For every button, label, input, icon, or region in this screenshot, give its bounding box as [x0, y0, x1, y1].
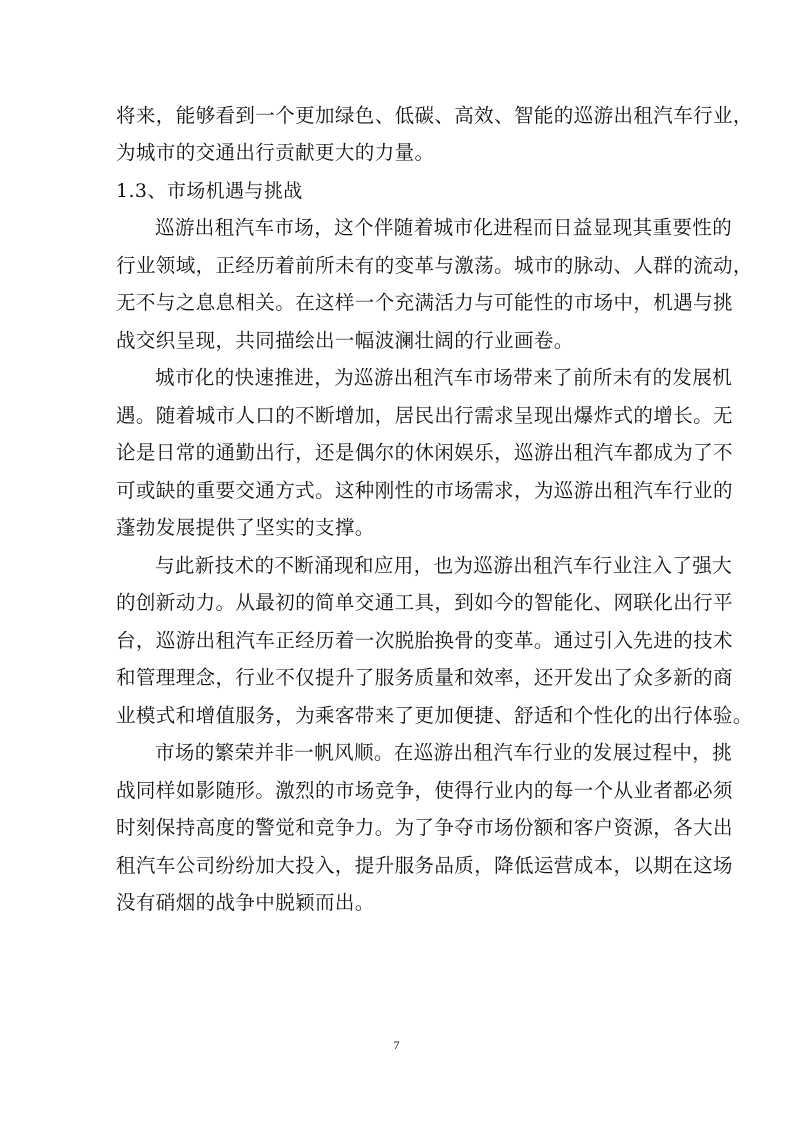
text-line: 遇。随着城市人口的不断增加，居民出行需求呈现出爆炸式的增长。无: [116, 404, 733, 427]
text-line: 业模式和增值服务，为乘客带来了更加便捷、舒适和个性化的出行体验。: [116, 704, 753, 727]
text-line: 将来，能够看到一个更加绿色、低碳、高效、智能的巡游出租汽车行业，: [116, 104, 753, 127]
text-line: 和管理理念，行业不仅提升了服务质量和效率，还开发出了众多新的商: [116, 666, 733, 689]
text-line: 时刻保持高度的警觉和竞争力。为了争夺市场份额和客户资源，各大出: [116, 816, 733, 839]
paragraph-first-line: 与此新技术的不断涌现和应用，也为巡游出租汽车行业注入了强大: [155, 554, 733, 577]
paragraph-first-line: 市场的繁荣并非一帆风顺。在巡游出租汽车行业的发展过程中，挑: [155, 741, 733, 764]
paragraph-first-line: 城市化的快速推进，为巡游出租汽车市场带来了前所未有的发展机: [155, 366, 733, 389]
text-line: 为城市的交通出行贡献更大的力量。: [116, 141, 435, 164]
text-line: 蓬勃发展提供了坚实的支撑。: [116, 516, 375, 539]
text-line: 没有硝烟的战争中脱颖而出。: [116, 891, 375, 914]
text-line: 战交织呈现，共同描绘出一幅波澜壮阔的行业画卷。: [116, 329, 574, 352]
text-line: 无不与之息息相关。在这样一个充满活力与可能性的市场中，机遇与挑: [116, 291, 733, 314]
section-heading: 1.3、市场机遇与挑战: [116, 180, 303, 202]
text-line: 战同样如影随形。激烈的市场竞争，使得行业内的每一个从业者都必须: [116, 779, 733, 802]
text-line: 的创新动力。从最初的简单交通工具，到如今的智能化、网联化出行平: [116, 591, 733, 614]
text-line: 行业领域，正经历着前所未有的变革与激荡。城市的脉动、人群的流动，: [116, 254, 753, 277]
text-line: 租汽车公司纷纷加大投入，提升服务品质，降低运营成本，以期在这场: [116, 854, 733, 877]
text-line: 论是日常的通勤出行，还是偶尔的休闲娱乐，巡游出租汽车都成为了不: [116, 441, 733, 464]
paragraph-first-line: 巡游出租汽车市场，这个伴随着城市化进程而日益显现其重要性的: [155, 216, 733, 239]
page-number: 7: [393, 1038, 400, 1052]
text-line: 台，巡游出租汽车正经历着一次脱胎换骨的变革。通过引入先进的技术: [116, 629, 733, 652]
text-line: 可或缺的重要交通方式。这种刚性的市场需求，为巡游出租汽车行业的: [116, 479, 733, 502]
